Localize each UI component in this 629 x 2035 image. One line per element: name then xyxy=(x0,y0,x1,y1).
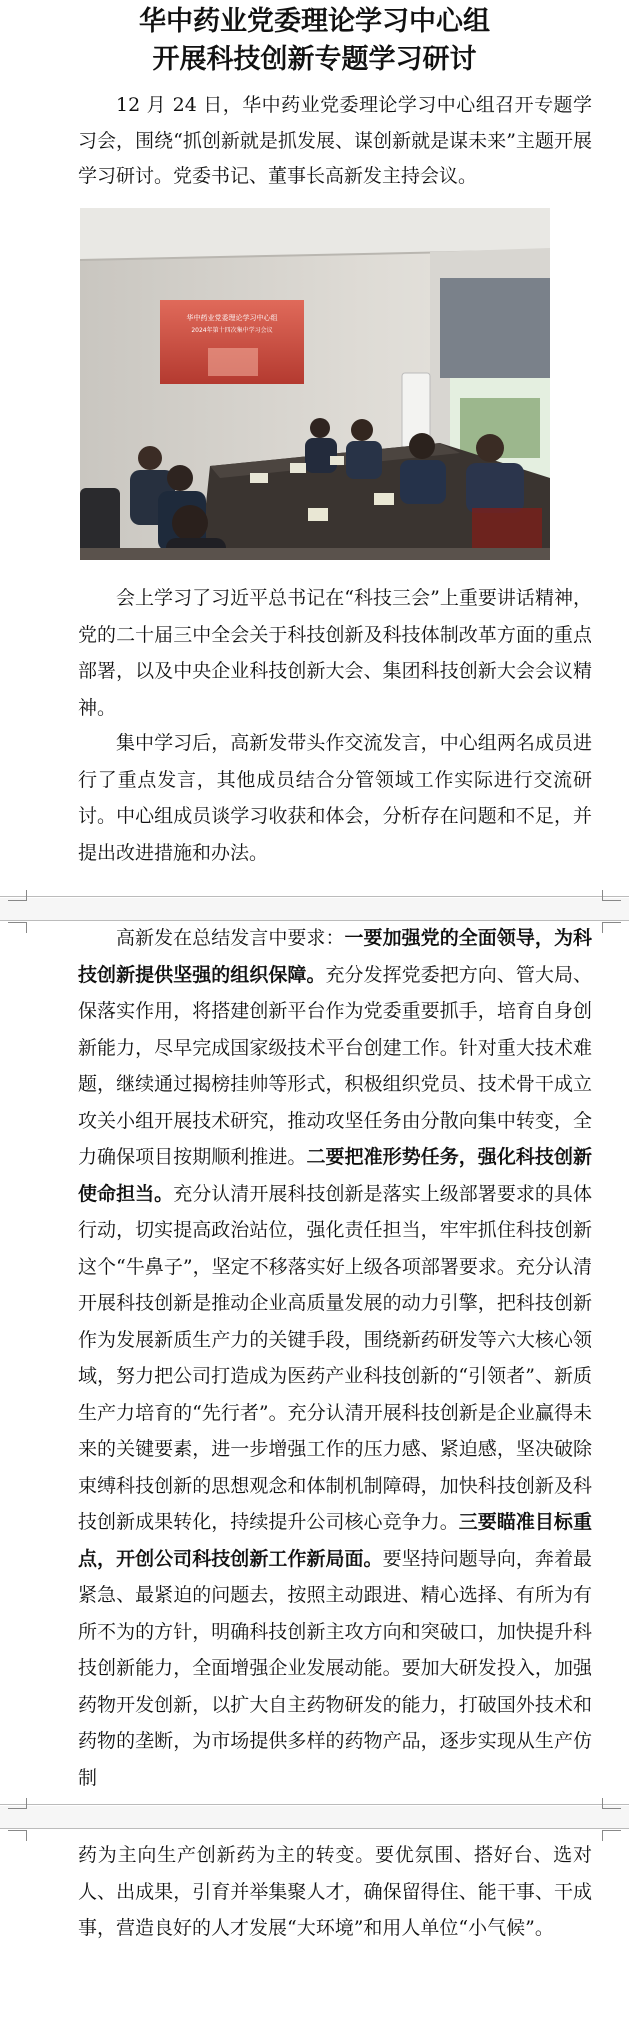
paragraph-study-content: 会上学习了习近平总书记在“科技三会”上重要讲话精神，党的二十届三中全会关于科技创新及科技体制改革方面的重点部署，以及中央企业科技创新大会、集团科技创新大会会议精神。 xyxy=(78,587,592,719)
requirement-one-body: 充分发挥党委把方向、管大局、保落实作用，将搭建创新平台作为党委重要抓手，培育自身创新能力，尽早完成国家级技术平台创建工作。针对重大技术难题，继续通过揭榜挂帅等形式，积极组织党员、技术骨干成立攻关小组开展技术研究，推动攻坚任务由分散向集中转变，全力确保项目按期顺利推进。 xyxy=(78,963,592,1168)
requirement-two-heading: 二要把准形势任务，强化科技创新使命担当。 xyxy=(78,1146,592,1205)
article-title-line1: 华中药业党委理论学习中心组 xyxy=(139,6,490,37)
paragraph-summary-requirements xyxy=(78,920,592,1796)
requirement-two-body: 充分认清开展科技创新是落实上级部署要求的具体行动，切实提高政治站位，强化责任担当，牢牢抓住科技创新这个“牛鼻子”，坚定不移落实好上级各项部署要求。充分认清开展科技创新是推动企业高质量发展的动力引擎，把科技创新作为发展新质生产力的关键手段，围绕新药研发等六大核心领域，努力把公司打造成为医药产业科技创新的“引领者”、新质生产力培育的“先行者”。充分认清开展科技创新是企业赢得未来的关键要素，进一步增强工作的压力感、紧迫感，坚决破除束缚科技创新的思想观念和体制机制障碍，加快科技创新及科技创新成果转化，持续提升公司核心竞争力。 xyxy=(78,1182,592,1533)
paragraph-continuation: 药为主向生产创新药为主的转变。要优氛围、搭好台、选对人、出成果，引育并举集聚人才，确保留得住、能干事、干成事，营造良好的人才发展“大环境”和用人单位“小气候”。 xyxy=(78,1844,592,1939)
screen-text-line1: 华中药业党委理论学习中心组 xyxy=(186,314,278,322)
summary-lead: 高新发在总结发言中要求： xyxy=(116,927,345,949)
paragraph-discussion: 集中学习后，高新发带头作交流发言，中心组两名成员进行了重点发言，其他成员结合分管领域工作实际进行交流研讨。中心组成员谈学习收获和体会，分析存在问题和不足，并提出改进措施和办法。 xyxy=(78,732,592,864)
requirement-three-body: 要坚持问题导向，奔着最紧急、最紧迫的问题去，按照主动跟进、精心选择、有所为有所不为的方针，明确科技创新主攻方向和突破口，加快提升科技创新能力，全面增强企业发展动能。要加大研发投入，加强药物开发创新，以扩大自主药物研发的能力，打破国外技术和药物的垄断，为市场提供多样的药物产品，逐步实现从生产仿制 xyxy=(78,1547,592,1789)
article-title-line2: 开展科技创新专题学习研讨 xyxy=(152,44,477,75)
projection-screen xyxy=(160,300,304,384)
requirement-three-heading: 三要瞄准目标重点，开创公司科技创新工作新局面。 xyxy=(78,1511,592,1570)
page-break-2 xyxy=(0,1804,629,1834)
paragraph-intro: 12 月 24 日，华中药业党委理论学习中心组召开专题学习会，围绕“抓创新就是抓发展、谋创新就是谋未来”主题开展学习研讨。党委书记、董事长高新发主持会议。 xyxy=(78,94,592,187)
requirement-one-heading: 一要加强党的全面领导，为科技创新提供坚强的组织保障。 xyxy=(78,927,592,986)
window-blind xyxy=(440,278,550,378)
screen-text-line2: 2024年第十四次集中学习会议 xyxy=(191,327,273,334)
meeting-photo xyxy=(80,208,550,560)
